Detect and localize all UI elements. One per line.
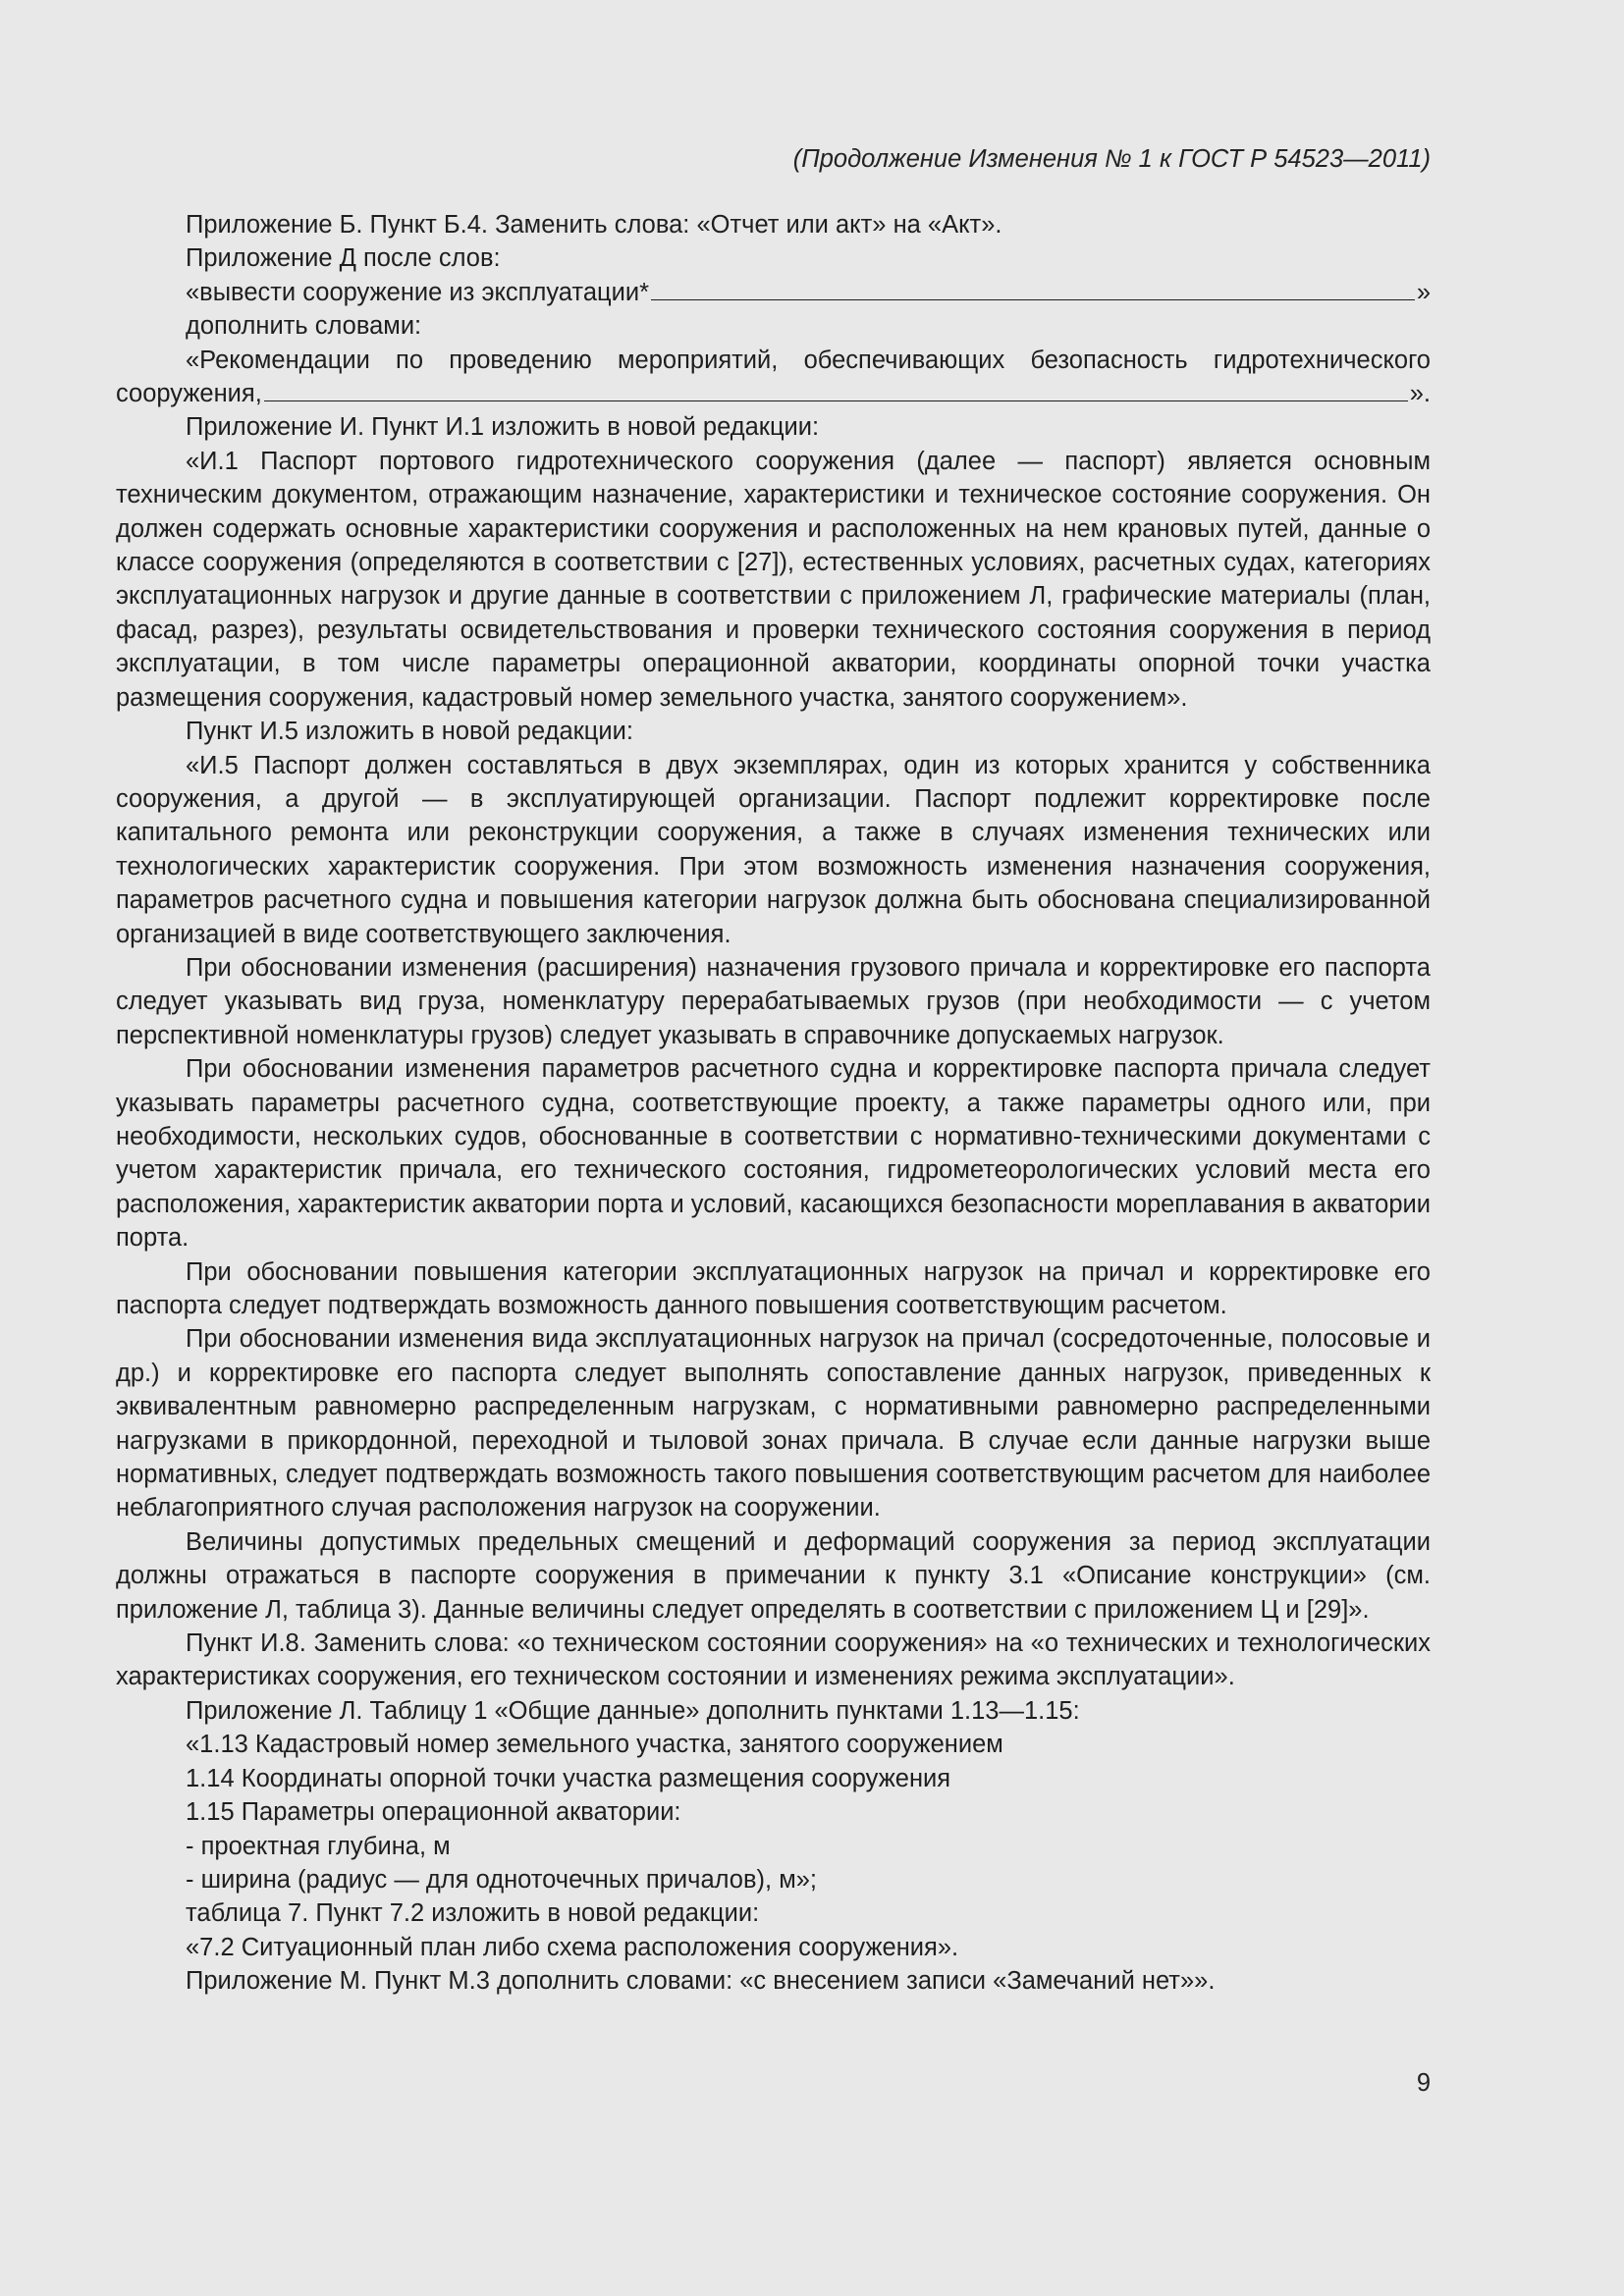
list-item: таблица 7. Пункт 7.2 изложить в новой редакции:	[186, 1899, 760, 1928]
paragraph-annex-l-intro: Приложение Л. Таблицу 1 «Общие данные» дополнить пунктами 1.13—1.15:	[186, 1696, 1080, 1725]
list-item: 1.14 Координаты опорной точки участка размещения сооружения	[186, 1764, 951, 1792]
blank-underline	[264, 379, 1408, 401]
list-item: Приложение М. Пункт М.3 дополнить словами: «с внесением записи «Замечаний нет»».	[186, 1967, 1216, 1996]
paragraph-loads: При обосновании изменения вида эксплуатационных нагрузок на причал (сосредоточенные, полосовые и др.) и корректировке его паспорта следует выполнять сопоставление данных нагрузок, приведенных к эквивалентным равномерно распределенным нагрузкам, с нормативными равномерно распределенными нагрузками в прикордонной, переходной и тыловой зонах причала. В случае если данные нагрузки выше нормативных, следует подтверждать возможность такого повышения соответствующим расчетом для наиболее неблагоприятного случая расположения нагрузок на сооружении.	[116, 1325, 1431, 1522]
list-item: «1.13 Кадастровый номер земельного участка, занятого сооружением	[186, 1731, 1003, 1759]
running-header: (Продолжение Изменения № 1 к ГОСТ Р 54523—2011)	[792, 145, 1431, 173]
fill-line-decommission	[116, 276, 1431, 309]
paragraph-category: При обосновании повышения категории эксплуатационных нагрузок на причал и корректировке его паспорта следует подтверждать возможность данного повышения соответствующим расчетом.	[116, 1257, 1431, 1319]
paragraph-i5-intro: Пункт И.5 изложить в новой редакции:	[186, 718, 633, 746]
fill-line-text: сооружения,	[116, 380, 262, 408]
list-item: - проектная глубина, м	[186, 1832, 451, 1860]
line-annex-i: Приложение И. Пункт И.1 изложить в новой редакции:	[186, 413, 820, 442]
fill-line-end: ».	[1409, 380, 1431, 408]
line-supplement: дополнить словами:	[186, 312, 422, 341]
list-item: 1.15 Параметры операционной акватории:	[186, 1798, 681, 1827]
blank-underline	[651, 278, 1415, 300]
body-text	[116, 208, 1431, 1999]
page-number: 9	[1416, 2069, 1431, 2097]
paragraph-cargo: При обосновании изменения (расширения) назначения грузового причала и корректировке его паспорта следует указывать вид груза, номенклатуру перерабатываемых грузов (при необходимости — с учетом перспективной номенклатуры грузов) следует указывать в справочнике допускаемых нагрузок.	[116, 953, 1431, 1049]
line-annex-d: Приложение Д после слов:	[186, 244, 501, 273]
fill-line-end: »	[1416, 278, 1431, 306]
paragraph-limits: Величины допустимых предельных смещений и деформаций сооружения за период эксплуатации должны отражаться в паспорте сооружения в примечании к пункту 3.1 «Описание конструкции» (см. приложение Л, таблица 3). Данные величины следует определять в соответствии с приложением Ц и [29]».	[116, 1527, 1431, 1624]
line-annex-b: Приложение Б. Пункт Б.4. Заменить слова: «Отчет или акт» на «Акт».	[186, 211, 1002, 239]
paragraph-i1: «И.1 Паспорт портового гидротехнического сооружения (далее — паспорт) является основным техническим документом, отражающим назначение, характеристики и техническое состояние сооружения. Он должен содержать основные характеристики сооружения и расположенных на нем крановых путей, данные о классе сооружения (определяются в соответствии с [27]), естественных условиях, расчетных судах, категориях эксплуатационных нагрузок и другие данные в соответствии с приложением Л, графические материалы (план, фасад, разрез), результаты освидетельствования и проверки технического состояния сооружения в период эксплуатации, в том числе параметры операционной акватории, координаты опорной точки участка размещения сооружения, кадастровый номер земельного участка, занятого сооружением».	[116, 447, 1431, 712]
fill-line-text: «вывести сооружение из эксплуатации*	[186, 278, 650, 306]
list-item: «7.2 Ситуационный план либо схема расположения сооружения».	[186, 1933, 959, 1961]
paragraph-vessel: При обосновании изменения параметров расчетного судна и корректировке паспорта причала следует указывать параметры расчетного судна, соответствующие проекту, а также параметры одного или, при необходимости, нескольких судов, обоснованные в соответствии с нормативно-техническими документами с учетом характеристик причала, его технического состояния, гидрометеорологических условий места его расположения, характеристик акватории порта и условий, касающихся безопасности мореплавания в акватории порта.	[116, 1055, 1431, 1253]
paragraph-i8: Пункт И.8. Заменить слова: «о техническом состоянии сооружения» на «о технических и технологических характеристиках сооружения, его техническом состоянии и изменениях режима эксплуатации».	[116, 1629, 1431, 1691]
line-recommendations: «Рекомендации по проведению мероприятий, обеспечивающих безопасность гидротехнического	[186, 346, 1431, 374]
fill-line-structure	[116, 377, 1431, 410]
list-item: - ширина (радиус — для одноточечных причалов), м»;	[186, 1865, 817, 1894]
paragraph-i5: «И.5 Паспорт должен составляться в двух экземплярах, один из которых хранится у собственника сооружения, а другой — в эксплуатирующей организации. Паспорт подлежит корректировке после капитального ремонта или реконструкции сооружения, а также в случаях изменения технических или технологических характеристик сооружения. При этом возможность изменения назначения сооружения, параметров расчетного судна и повышения категории нагрузок должна быть обоснована специализированной организацией в виде соответствующего заключения.	[116, 751, 1431, 948]
